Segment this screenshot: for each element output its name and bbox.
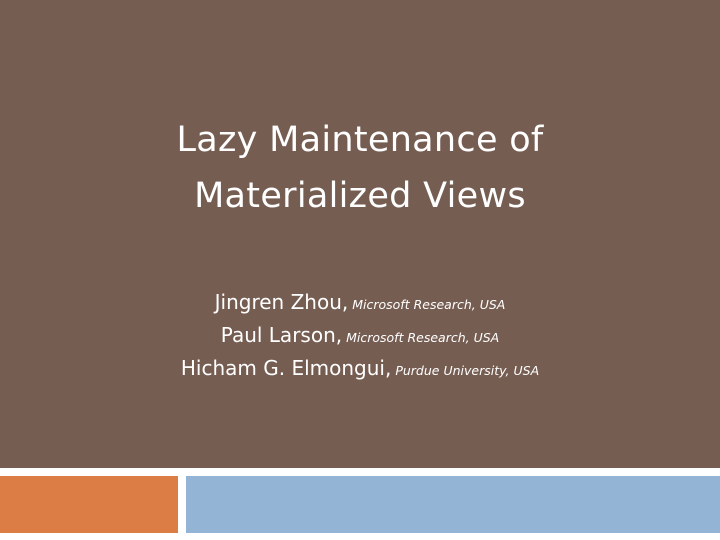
slide-title	[60, 112, 660, 224]
title-line-2: Materialized Views	[194, 176, 526, 216]
author-line	[60, 319, 660, 352]
author-name: Jingren Zhou,	[214, 290, 349, 314]
title-line-1: Lazy Maintenance of	[176, 120, 544, 160]
author-name: Hicham G. Elmongui,	[180, 356, 392, 380]
author-affiliation: Microsoft Research, USA	[352, 297, 506, 312]
author-list	[60, 286, 660, 385]
author-line	[60, 286, 660, 319]
author-line	[60, 352, 660, 385]
author-affiliation: Purdue University, USA	[395, 363, 540, 378]
author-name: Paul Larson,	[220, 323, 343, 347]
footer-accent-right	[186, 476, 720, 533]
author-affiliation: Microsoft Research, USA	[346, 330, 500, 345]
footer-accent-left	[0, 476, 178, 533]
